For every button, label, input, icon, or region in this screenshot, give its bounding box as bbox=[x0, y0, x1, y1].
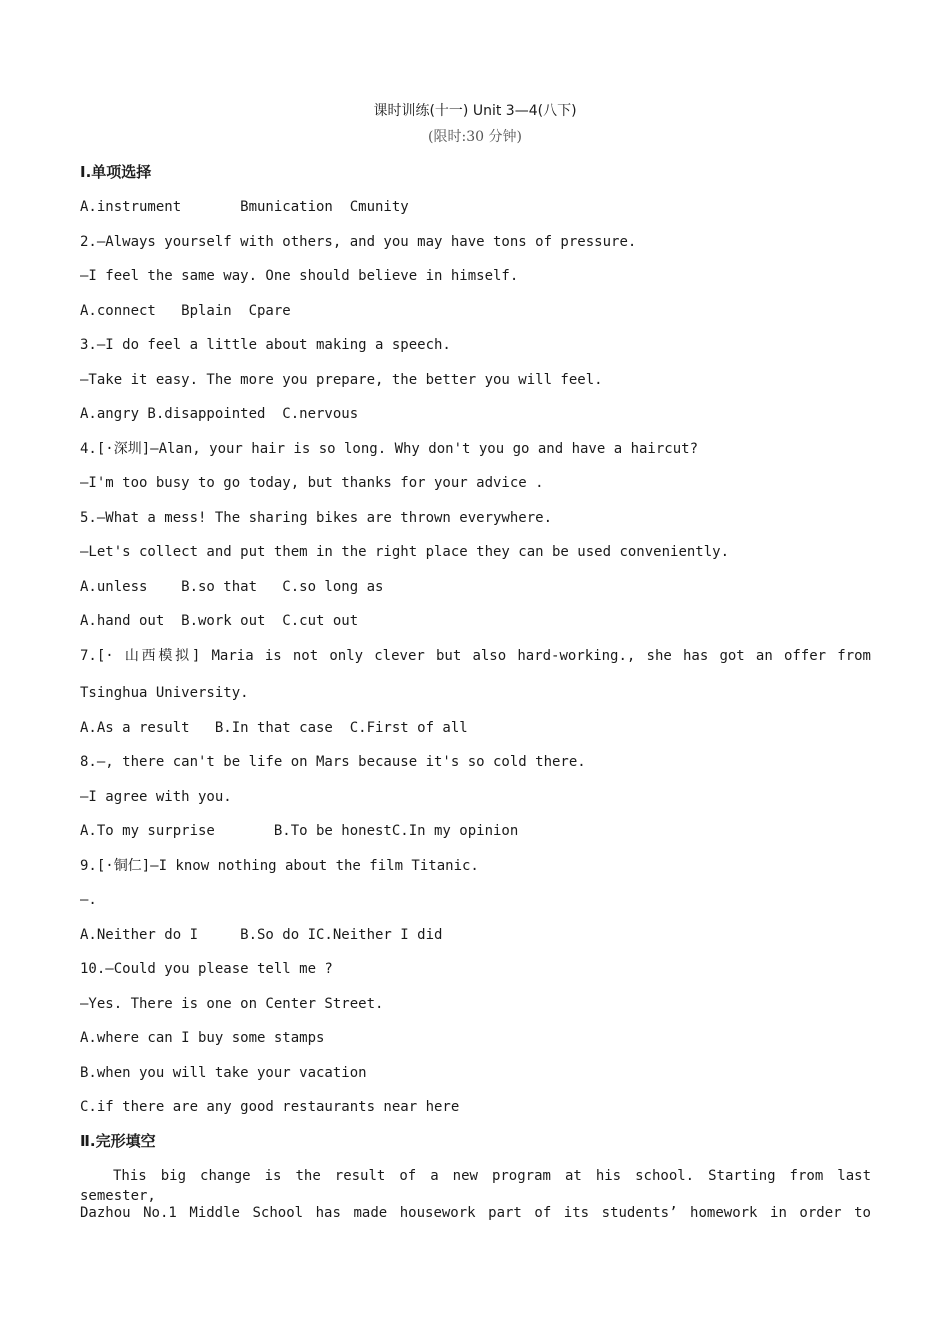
question-line: 10.—Could you please tell me ? bbox=[80, 961, 333, 977]
question-line: —Let's collect and put them in the right place they can be used conveniently. bbox=[80, 544, 730, 560]
question-line: —Take it easy. The more you prepare, the better you will feel. bbox=[80, 372, 603, 388]
question-line: 5.—What a mess! The sharing bikes are thrown everywhere. bbox=[80, 510, 553, 526]
question-line: 7.[· 山西模拟] Maria is not only clever but also hard-working., she has got an offer from bbox=[80, 648, 871, 664]
passage-line: This big change is the result of a new program at his school. Starting from last semester, bbox=[80, 1168, 871, 1204]
question-line: —. bbox=[80, 892, 97, 908]
question-line: 3.—I do feel a little about making a speech. bbox=[80, 337, 451, 353]
section-heading-multiple-choice: Ⅰ.单项选择 bbox=[80, 163, 152, 181]
question-line: —I feel the same way. One should believe in himself. bbox=[80, 268, 519, 284]
question-line: 8.—, there can't be life on Mars because it's so cold there. bbox=[80, 754, 586, 770]
question-line: A.Neither do I B.So do IC.Neither I did bbox=[80, 927, 443, 943]
question-line: A.To my surprise B.To be honestC.In my opinion bbox=[80, 823, 519, 839]
question-line: A.unless B.so that C.so long as bbox=[80, 579, 384, 595]
question-line: 2.—Always yourself with others, and you may have tons of pressure. bbox=[80, 234, 637, 250]
question-line: —Yes. There is one on Center Street. bbox=[80, 996, 384, 1012]
question-line: B.when you will take your vacation bbox=[80, 1065, 367, 1081]
question-line: —I'm too busy to go today, but thanks for your advice . bbox=[80, 475, 544, 491]
question-line: A.hand out B.work out C.cut out bbox=[80, 613, 359, 629]
section-heading-cloze: Ⅱ.完形填空 bbox=[80, 1132, 156, 1150]
question-line: 4.[·深圳]—Alan, your hair is so long. Why don't you go and have a haircut? bbox=[80, 441, 699, 457]
time-limit-subtitle: (限时:30 分钟) bbox=[428, 129, 522, 145]
page-title: 课时训练(十一) Unit 3—4(八下) bbox=[373, 103, 577, 119]
question-line: A.As a result B.In that case C.First of all bbox=[80, 720, 468, 736]
question-line: A.angry B.disappointed C.nervous bbox=[80, 406, 359, 422]
question-line: A.where can I buy some stamps bbox=[80, 1030, 325, 1046]
passage-line: Dazhou No.1 Middle School has made housework part of its students’ homework in order to bbox=[80, 1205, 871, 1221]
question-line: Tsinghua University. bbox=[80, 685, 249, 701]
question-line: A.connect Bplain Cpare bbox=[80, 303, 291, 319]
question-line: A.instrument Bmunication Cmunity bbox=[80, 199, 409, 215]
question-line: C.if there are any good restaurants near here bbox=[80, 1099, 460, 1115]
question-line: —I agree with you. bbox=[80, 789, 232, 805]
question-line: 9.[·铜仁]—I know nothing about the film Titanic. bbox=[80, 858, 479, 874]
